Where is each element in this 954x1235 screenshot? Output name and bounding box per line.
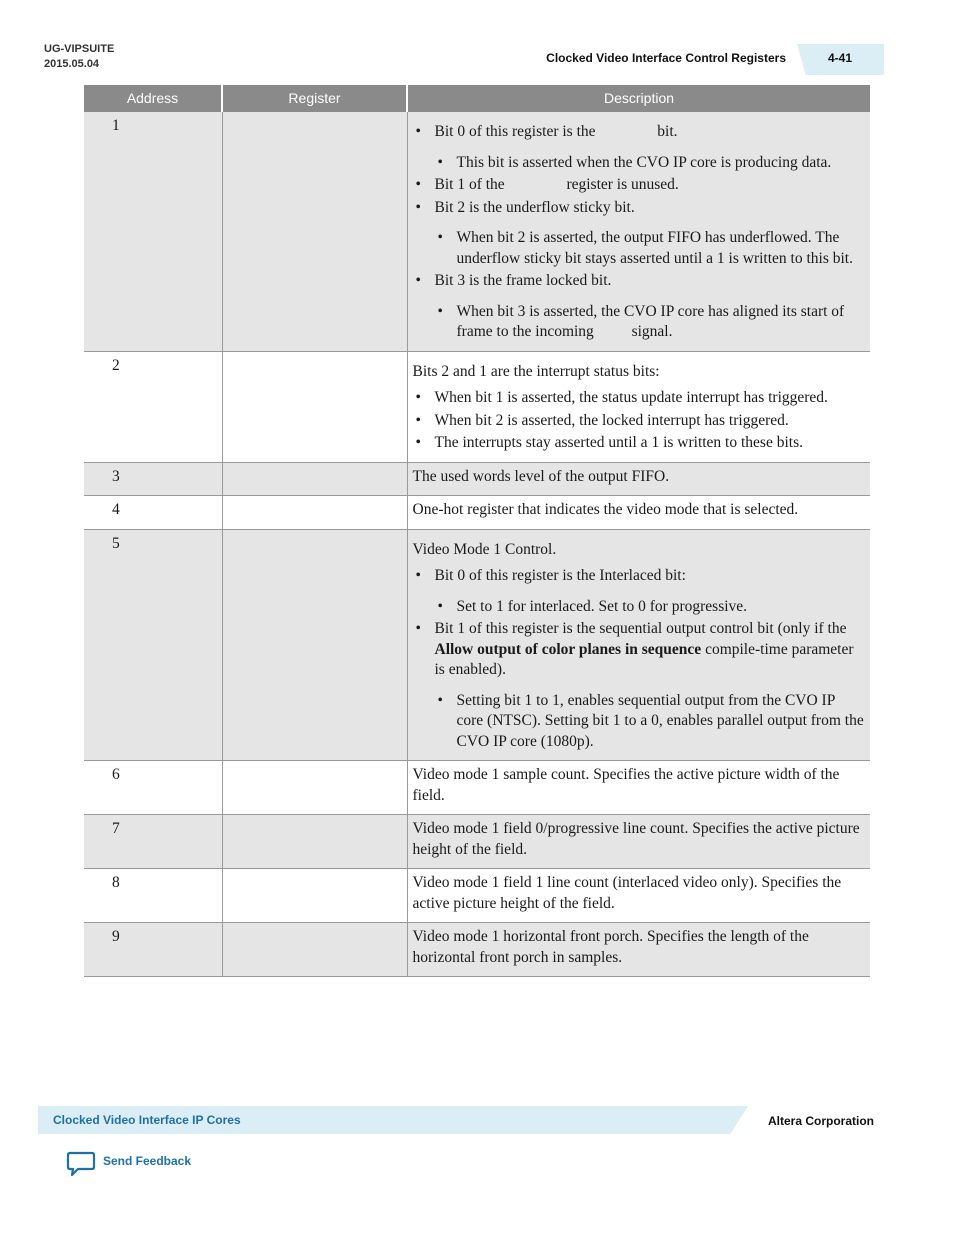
table-row xyxy=(84,815,870,869)
list-item: • Bit 2 is the underflow sticky bit. • When bit 2 is asserted, the output FIFO has underflowed. The underflow sticky bit stays asserted until a 1 is written to this bit. xyxy=(413,198,866,270)
table-row xyxy=(84,761,870,815)
list-item: • The interrupts stay asserted until a 1 is written to these bits. xyxy=(413,433,866,454)
list-item: • When bit 2 is asserted, the output FIFO has underflowed. The underflow sticky bit stays asserted until a 1 is written to this bit. xyxy=(435,228,866,269)
register-cell xyxy=(222,815,407,869)
address-cell: 4 xyxy=(84,496,222,530)
address-cell: 7 xyxy=(84,815,222,869)
register-cell xyxy=(222,923,407,977)
list-item: • When bit 1 is asserted, the status update interrupt has triggered. xyxy=(413,388,866,409)
table-row xyxy=(84,923,870,977)
table-row xyxy=(84,529,870,761)
register-table xyxy=(84,85,870,977)
send-feedback-link[interactable]: Send Feedback xyxy=(103,1154,192,1168)
page-number: 4-41 xyxy=(827,51,853,65)
address-cell: 8 xyxy=(84,869,222,923)
column-header-address: Address xyxy=(84,85,222,112)
description-cell xyxy=(407,112,870,351)
column-header-register: Register xyxy=(222,85,407,112)
address-cell: 2 xyxy=(84,351,222,462)
description-cell: Video mode 1 field 1 line count (interlaced video only). Specifies the active picture height of the field. xyxy=(407,869,870,923)
doc-date: 2015.05.04 xyxy=(44,58,100,70)
register-cell xyxy=(222,351,407,462)
description-cell: One-hot register that indicates the video mode that is selected. xyxy=(407,496,870,530)
table-row xyxy=(84,462,870,496)
speech-bubble-icon[interactable] xyxy=(66,1151,96,1177)
table-row xyxy=(84,112,870,351)
list-item: • Set to 1 for interlaced. Set to 0 for progressive. xyxy=(435,597,866,618)
table-header-row xyxy=(84,85,870,112)
address-cell: 6 xyxy=(84,761,222,815)
description-intro: Bits 2 and 1 are the interrupt status bits: xyxy=(412,362,660,380)
description-cell: Video mode 1 sample count. Specifies the active picture width of the field. xyxy=(407,761,870,815)
register-cell xyxy=(222,112,407,351)
list-item: • Setting bit 1 to 1, enables sequential output from the CVO IP core (NTSC). Setting bit 1 to a 0, enables parallel output from the CVO IP core (1080p). xyxy=(435,691,866,753)
description-cell xyxy=(407,351,870,462)
table-row xyxy=(84,869,870,923)
parameter-name: Allow output of color planes in sequence xyxy=(434,640,702,658)
address-cell: 5 xyxy=(84,529,222,761)
list-item: • Bit 3 is the frame locked bit. • When bit 3 is asserted, the CVO IP core has aligned its start of frame to the incoming signal. xyxy=(413,271,866,343)
address-cell: 1 xyxy=(84,112,222,351)
list-item: • When bit 3 is asserted, the CVO IP core has aligned its start of frame to the incoming signal. xyxy=(435,302,866,343)
list-item: • Bit 0 of this register is the Interlaced bit: • Set to 1 for interlaced. Set to 0 for progressive. xyxy=(413,566,866,617)
register-cell xyxy=(222,496,407,530)
table-row xyxy=(84,496,870,530)
address-cell: 3 xyxy=(84,462,222,496)
doc-header-left xyxy=(44,42,114,72)
register-cell xyxy=(222,869,407,923)
list-item: • When bit 2 is asserted, the locked interrupt has triggered. xyxy=(413,411,866,432)
register-cell xyxy=(222,462,407,496)
section-title: Clocked Video Interface Control Registers xyxy=(546,51,786,65)
description-cell: Video mode 1 field 0/progressive line count. Specifies the active picture height of the field. xyxy=(407,815,870,869)
description-cell xyxy=(407,529,870,761)
column-header-description: Description xyxy=(407,85,870,112)
list-item: • Bit 1 of this register is the sequential output control bit (only if the Allow output of color planes in sequence compile-time parameter is enabled). • Setting bit 1 to 1, enables sequential output from the CVO IP core (NTSC). Setting bit 1 to a 0, enables parallel output from the CVO IP core (1080p). xyxy=(413,619,866,752)
table-row xyxy=(84,351,870,462)
description-intro: Video Mode 1 Control. xyxy=(412,540,557,558)
address-cell: 9 xyxy=(84,923,222,977)
footer-product-link[interactable]: Clocked Video Interface IP Cores xyxy=(53,1113,241,1127)
description-cell: Video mode 1 horizontal front porch. Specifies the length of the horizontal front porch in samples. xyxy=(407,923,870,977)
register-cell xyxy=(222,529,407,761)
list-item: • This bit is asserted when the CVO IP core is producing data. xyxy=(435,153,866,174)
register-cell xyxy=(222,761,407,815)
footer-company: Altera Corporation xyxy=(767,1114,874,1128)
doc-id: UG-VIPSUITE xyxy=(44,43,115,55)
list-item: • Bit 0 of this register is the bit. • This bit is asserted when the CVO IP core is producing data. xyxy=(413,122,866,173)
description-cell: The used words level of the output FIFO. xyxy=(407,462,870,496)
list-item: • Bit 1 of the register is unused. xyxy=(413,175,866,196)
